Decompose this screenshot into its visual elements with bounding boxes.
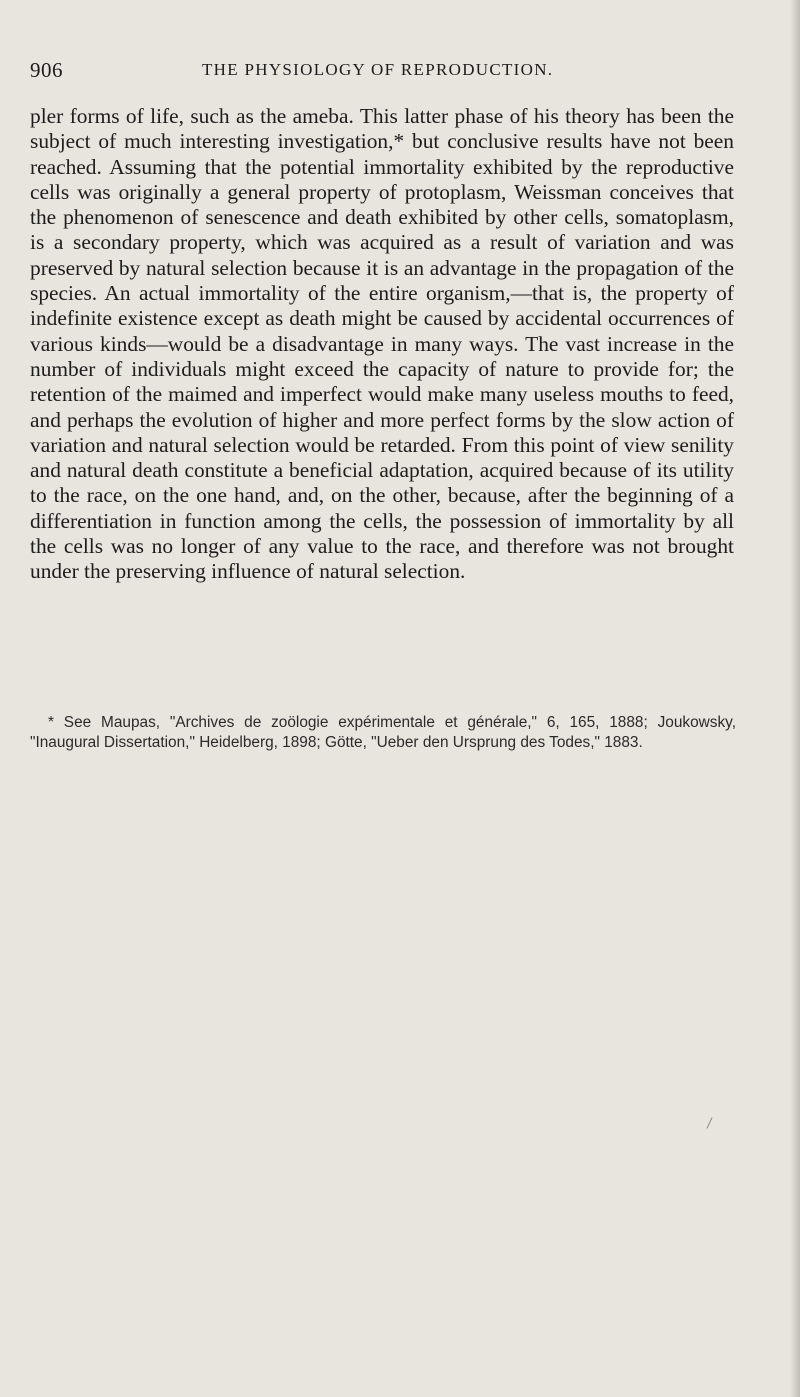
main-paragraph: pler forms of life, such as the ameba. This latter phase of his theory has been the subject of much interesting investigation,* but conclusive results have not been reached. Assuming that the potential immortality exhibited by the reproductive cells was originally a general property of protoplasm, Weissman conceives that the phenomenon of senescence and death exhibited by other cells, somatoplasm, is a secondary property, which was acquired as a result of variation and was preserved by natural selection because it is an advantage in the propagation of the species. An actual immortality of the entire organism,—that is, the property of indefinite existence except as death might be caused by accidental occurrences of various kinds—would be a disadvantage in many ways. The vast increase in the number of individuals might exceed the capacity of nature to provide for; the retention of the maimed and imperfect would make many useless mouths to feed, and perhaps the evolution of higher and more perfect forms by the slow action of variation and natural selection would be retarded. From this point of view senility and natural death constitute a beneficial adaptation, acquired because of its utility to the race, on the one hand, and, on the other, because, after the beginning of a differentiation in function among the cells, the possession of immortality by all the cells was no longer of any value to the race, and therefore was not brought under the preserving influence of natural selection. bbox=[30, 104, 734, 584]
stray-mark bbox=[707, 1117, 713, 1128]
running-head: THE PHYSIOLOGY OF REPRODUCTION. bbox=[202, 60, 554, 79]
page-edge-shadow bbox=[790, 0, 800, 1397]
page-header bbox=[30, 58, 766, 84]
page-number: 906 bbox=[30, 58, 63, 82]
body-text bbox=[30, 104, 734, 585]
footnote-text: * See Maupas, "Archives de zoölogie expérimentale et générale," 6, 165, 1888; Joukowsky, "Inaugural Dissertation," Heidelberg, 1898; Götte, "Ueber den Ursprung des Todes," 1883. bbox=[30, 714, 736, 751]
footnote bbox=[30, 713, 736, 752]
